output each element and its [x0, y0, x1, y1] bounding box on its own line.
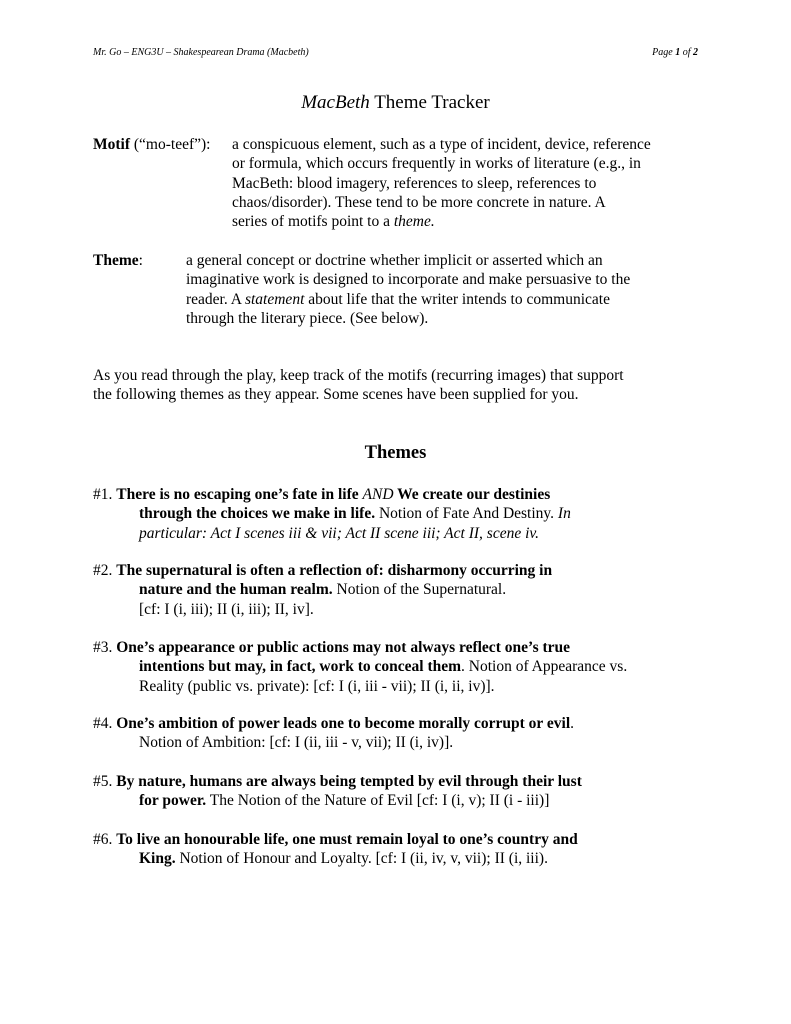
- theme-number: #6.: [93, 831, 117, 848]
- total-pages: 2: [693, 47, 698, 58]
- theme-def-line: [186, 290, 713, 309]
- theme-bold-text: One’s appearance or public actions may not always reflect one’s true: [116, 639, 571, 656]
- theme-def-post: about life that the writer intends to communicate: [304, 290, 610, 308]
- motif-last-italic: theme.: [393, 213, 435, 231]
- theme-line: [93, 524, 733, 543]
- page-of-label: of: [680, 47, 693, 58]
- theme-bold-text: nature and the human realm.: [139, 581, 333, 599]
- theme-number: #5.: [93, 773, 117, 790]
- theme-number: #3.: [93, 639, 117, 656]
- theme-item-6: [93, 830, 733, 869]
- motif-line: chaos/disorder). These tend to be more concrete in nature. A: [232, 193, 606, 211]
- theme-notion: Notion of Fate And Destiny.: [375, 505, 558, 523]
- theme-number: #1.: [93, 486, 117, 503]
- theme-item-5: [93, 772, 733, 811]
- motif-line: or formula, which occurs frequently in works of literature (e.g., in: [232, 155, 641, 173]
- title-rest: Theme Tracker: [369, 92, 490, 113]
- themes-heading: Themes: [364, 443, 427, 463]
- motif-term: [93, 135, 210, 154]
- theme-notion: The Notion of the Nature of Evil [cf: I (i, v); II (i - iii)]: [206, 792, 550, 810]
- theme-item-2: [93, 561, 733, 619]
- theme-text: [186, 251, 713, 328]
- theme-line: [93, 772, 733, 791]
- page-label: Page: [652, 47, 676, 58]
- theme-bold-text: To live an honourable life, one must remain loyal to one’s country and: [116, 831, 578, 848]
- theme-notion: . Notion of Appearance vs.: [461, 658, 628, 676]
- theme-bold-text: By nature, humans are always being tempted by evil through their lust: [116, 773, 582, 790]
- title-italic: MacBeth: [301, 92, 370, 113]
- intro-paragraph: [93, 366, 713, 405]
- theme-punct: .: [570, 715, 575, 732]
- theme-line: [93, 485, 733, 504]
- theme-def-pre: reader. A: [186, 290, 245, 308]
- theme-bold-text: for power.: [139, 792, 207, 810]
- theme-term-rest: :: [138, 252, 143, 269]
- theme-def-italic: statement: [244, 290, 305, 308]
- theme-notion: Notion of the Supernatural.: [332, 581, 507, 599]
- theme-notion: Notion of Honour and Loyalty. [cf: I (ii, iv, v, vii); II (i, iii).: [175, 850, 548, 868]
- motif-line: MacBeth: blood imagery, references to sleep, references to: [232, 174, 597, 192]
- motif-last-pre: series of motifs point to a: [232, 213, 394, 231]
- theme-line: [93, 504, 733, 523]
- theme-bold-text: One’s ambition of power leads one to become morally corrupt or evil: [116, 715, 571, 732]
- intro-line: the following themes as they appear. Some scenes have been supplied for you.: [93, 386, 579, 404]
- motif-text: [232, 135, 712, 231]
- document-header-left: Mr. Go – ENG3U – Shakespearean Drama (Macbeth): [93, 47, 309, 58]
- motif-term-bold: Motif: [93, 136, 131, 153]
- motif-line: a conspicuous element, such as a type of incident, device, reference: [232, 136, 651, 153]
- theme-line: [93, 638, 733, 657]
- theme-number: #4.: [93, 715, 117, 732]
- theme-italic-text: In: [557, 505, 571, 523]
- page-title: [0, 92, 791, 114]
- motif-term-rest: (“mo-teef”):: [130, 136, 211, 153]
- theme-line: [93, 580, 733, 599]
- theme-bold-text: The supernatural is often a reflection of: disharmony occurring in: [116, 562, 553, 579]
- current-page: 1: [675, 47, 681, 58]
- theme-item-3: [93, 638, 733, 696]
- theme-item-4: [93, 714, 733, 753]
- theme-line: [93, 849, 733, 868]
- theme-line: Notion of Ambition: [cf: I (ii, iii - v, vii); II (i, iv)].: [139, 734, 454, 752]
- theme-italic-text: AND: [362, 486, 394, 503]
- motif-line: [232, 212, 712, 231]
- theme-bold-text: There is no escaping one’s fate in life: [116, 486, 363, 503]
- intro-line: As you read through the play, keep track of the motifs (recurring images) that support: [93, 367, 624, 384]
- theme-number: #2.: [93, 562, 117, 579]
- theme-term-bold: Theme: [93, 252, 139, 269]
- page-number: [652, 47, 698, 58]
- theme-line: Reality (public vs. private): [cf: I (i, iii - vii); II (i, ii, iv)].: [139, 677, 495, 695]
- theme-bold-text: intentions but may, in fact, work to conceal them: [139, 658, 462, 676]
- theme-item-1: [93, 485, 733, 543]
- theme-scenes: particular: Act I scenes iii & vii; Act II scene iii; Act II, scene iv.: [139, 524, 539, 542]
- theme-line: [93, 791, 733, 810]
- theme-term: [93, 251, 143, 270]
- theme-bold-text: through the choices we make in life.: [139, 505, 376, 523]
- theme-def-line: through the literary piece. (See below).: [186, 309, 429, 327]
- theme-def-line: imaginative work is designed to incorporate and make persuasive to the: [186, 271, 631, 289]
- theme-bold-text: King.: [139, 850, 176, 868]
- theme-line: [93, 657, 733, 676]
- theme-line: [cf: I (i, iii); II (i, iii); II, iv].: [139, 600, 314, 618]
- theme-bold-text: We create our destinies: [393, 486, 551, 503]
- theme-def-line: a general concept or doctrine whether implicit or asserted which an: [186, 252, 603, 269]
- theme-line: [93, 714, 733, 733]
- theme-line: [93, 561, 733, 580]
- theme-line: [93, 830, 733, 849]
